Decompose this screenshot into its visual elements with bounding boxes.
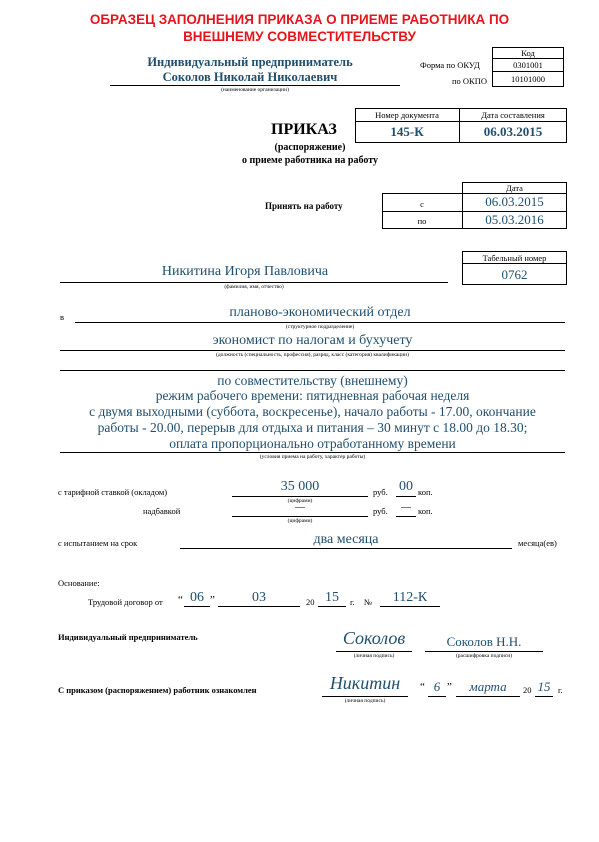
conditions-line-5: оплата пропорционально отработанному времени: [169, 436, 456, 451]
rate-kop: коп.: [418, 487, 433, 497]
bonus-label: надбавкой: [143, 506, 181, 516]
employee-signature: Никитин: [329, 673, 401, 693]
hire-label: Принять на работу: [265, 201, 343, 211]
employer-signature: Соколов: [342, 628, 406, 648]
contract-label: Трудовой договор от: [88, 597, 163, 607]
employee-name: Никитина Игоря Павловича: [161, 264, 329, 279]
doc-date-header: Дата составления: [481, 110, 545, 120]
acquaint-month: марта: [469, 679, 507, 694]
conditions-caption: (условия приема на работу, характер работы): [259, 454, 366, 460]
acquaint-label: С приказом (распоряжением) работник ознакомлен: [58, 685, 257, 695]
department-underline: [75, 322, 565, 323]
order-subtitle: (распоряжение): [274, 142, 346, 153]
sample-title-line2: ВНЕШНЕМУ СОВМЕСТИТЕЛЬСТВУ: [183, 29, 416, 44]
position-value: экономист по налогам и бухучету: [212, 333, 413, 348]
contract-year-label: г.: [350, 597, 355, 607]
tab-header: Табельный номер: [462, 251, 567, 264]
rate-underline: [232, 496, 368, 497]
acquaint-year-suffix: 15: [537, 679, 551, 694]
org-underline: [110, 85, 400, 86]
conditions-line-2: режим рабочего времени: пятидневная рабочая неделя: [155, 388, 470, 403]
bonus-caption: (цифрами): [287, 518, 313, 524]
position-underline-2: [60, 370, 565, 371]
rate-kop-underline: [396, 496, 416, 497]
doc-number: 145-К: [390, 124, 424, 139]
contract-quote-close: ”: [210, 594, 215, 606]
org-caption: (наименование организации): [221, 87, 289, 93]
doc-date: 06.03.2015: [483, 124, 543, 139]
rate-rub: руб.: [373, 487, 388, 497]
employer-decode: Соколов Н.Н.: [446, 634, 522, 649]
sample-title-line1: ОБРАЗЕЦ ЗАПОЛНЕНИЯ ПРИКАЗА О ПРИЕМЕ РАБОТНИКА ПО: [89, 12, 510, 27]
basis-label: Основание:: [58, 578, 100, 588]
bonus-kop-value: —: [401, 502, 411, 513]
okud-label: Форма по ОКУД: [420, 60, 480, 70]
contract-month-underline: [218, 606, 300, 607]
probation-underline: [180, 548, 512, 549]
contract-day: 06: [190, 590, 204, 605]
org-line2: Соколов Николай Николаевич: [162, 70, 338, 84]
acquaint-quote-close: ”: [447, 681, 452, 693]
contract-year-prefix: 20: [306, 597, 315, 607]
contract-year-suffix: 15: [325, 590, 339, 605]
position-underline: [60, 350, 565, 351]
department-caption: (структурное подразделение): [285, 324, 355, 330]
okpo-value: 10101000: [492, 71, 564, 87]
acquaint-quote-open: “: [420, 681, 425, 693]
rate-label: с тарифной ставкой (окладом): [58, 487, 168, 497]
rate-caption: (цифрами): [287, 498, 313, 504]
contract-year-underline: [318, 606, 346, 607]
employer-sig-underline: [336, 651, 412, 652]
acquaint-day: 6: [433, 679, 441, 694]
employer-label: Индивидуальный предприниматель: [58, 632, 198, 642]
rate-kop-value: 00: [399, 479, 413, 494]
hire-to-label: по: [417, 216, 427, 226]
hire-date-header: Дата: [462, 182, 567, 194]
contract-number-underline: [380, 606, 440, 607]
contract-day-underline: [184, 606, 210, 607]
employee-underline: [60, 282, 448, 283]
employer-decode-underline: [425, 651, 543, 652]
doc-table-hline: [355, 121, 567, 122]
bonus-kop: коп.: [418, 506, 433, 516]
department-prefix: в: [60, 312, 65, 322]
contract-num-label: №: [364, 597, 373, 607]
order-title: ПРИКАЗ: [271, 121, 337, 138]
contract-month: 03: [252, 590, 266, 605]
employee-sig-caption: (личная подпись): [344, 698, 386, 704]
acquaint-year-prefix: 20: [523, 685, 532, 695]
contract-number: 112-К: [392, 590, 428, 605]
acquaint-month-underline: [456, 696, 520, 697]
okud-value: 0301001: [492, 58, 564, 72]
org-line1: Индивидуальный предприниматель: [147, 55, 353, 69]
hire-to-date: 05.03.2016: [485, 212, 544, 227]
conditions-line-4: работы - 20.00, перерыв для отдыха и питания – 30 минут с 18.00 до 18.30;: [97, 420, 528, 435]
rate-value: 35 000: [280, 479, 320, 494]
employer-sig-caption: (личная подпись): [353, 653, 395, 659]
contract-quote-open: “: [178, 594, 183, 606]
acquaint-year-underline: [535, 696, 553, 697]
tab-number: 0762: [462, 263, 567, 285]
probation-value: два месяца: [313, 532, 379, 547]
probation-unit: месяца(ев): [518, 538, 557, 548]
hire-from-date: 06.03.2015: [485, 194, 544, 209]
acquaint-day-underline: [428, 696, 446, 697]
hire-from-label: с: [420, 199, 424, 209]
position-caption: (должность (специальность, профессия), разряд, класс (категория) квалификации): [216, 352, 409, 358]
conditions-underline: [60, 452, 565, 453]
department-value: планово-экономический отдел: [229, 305, 411, 320]
bonus-kop-underline: [396, 516, 416, 517]
bonus-underline: [232, 516, 368, 517]
order-about: о приеме работника на работу: [242, 155, 378, 166]
code-header: Код: [492, 47, 564, 59]
employee-caption: (фамилия, имя, отчество): [224, 284, 284, 290]
bonus-rub: руб.: [373, 506, 388, 516]
employer-decode-caption: (расшифровка подписи): [455, 653, 513, 659]
probation-label: с испытанием на срок: [58, 538, 138, 548]
conditions-line-1: по совместительству (внешнему): [217, 373, 408, 388]
okpo-label: по ОКПО: [452, 76, 488, 86]
bonus-value: —: [295, 502, 305, 513]
doc-num-header: Номер документа: [375, 110, 439, 120]
acquaint-year-label: г.: [558, 685, 563, 695]
conditions-line-3: с двумя выходными (суббота, воскресенье), начало работы - 17.00, окончание: [89, 404, 536, 419]
employee-sig-underline: [322, 696, 408, 697]
